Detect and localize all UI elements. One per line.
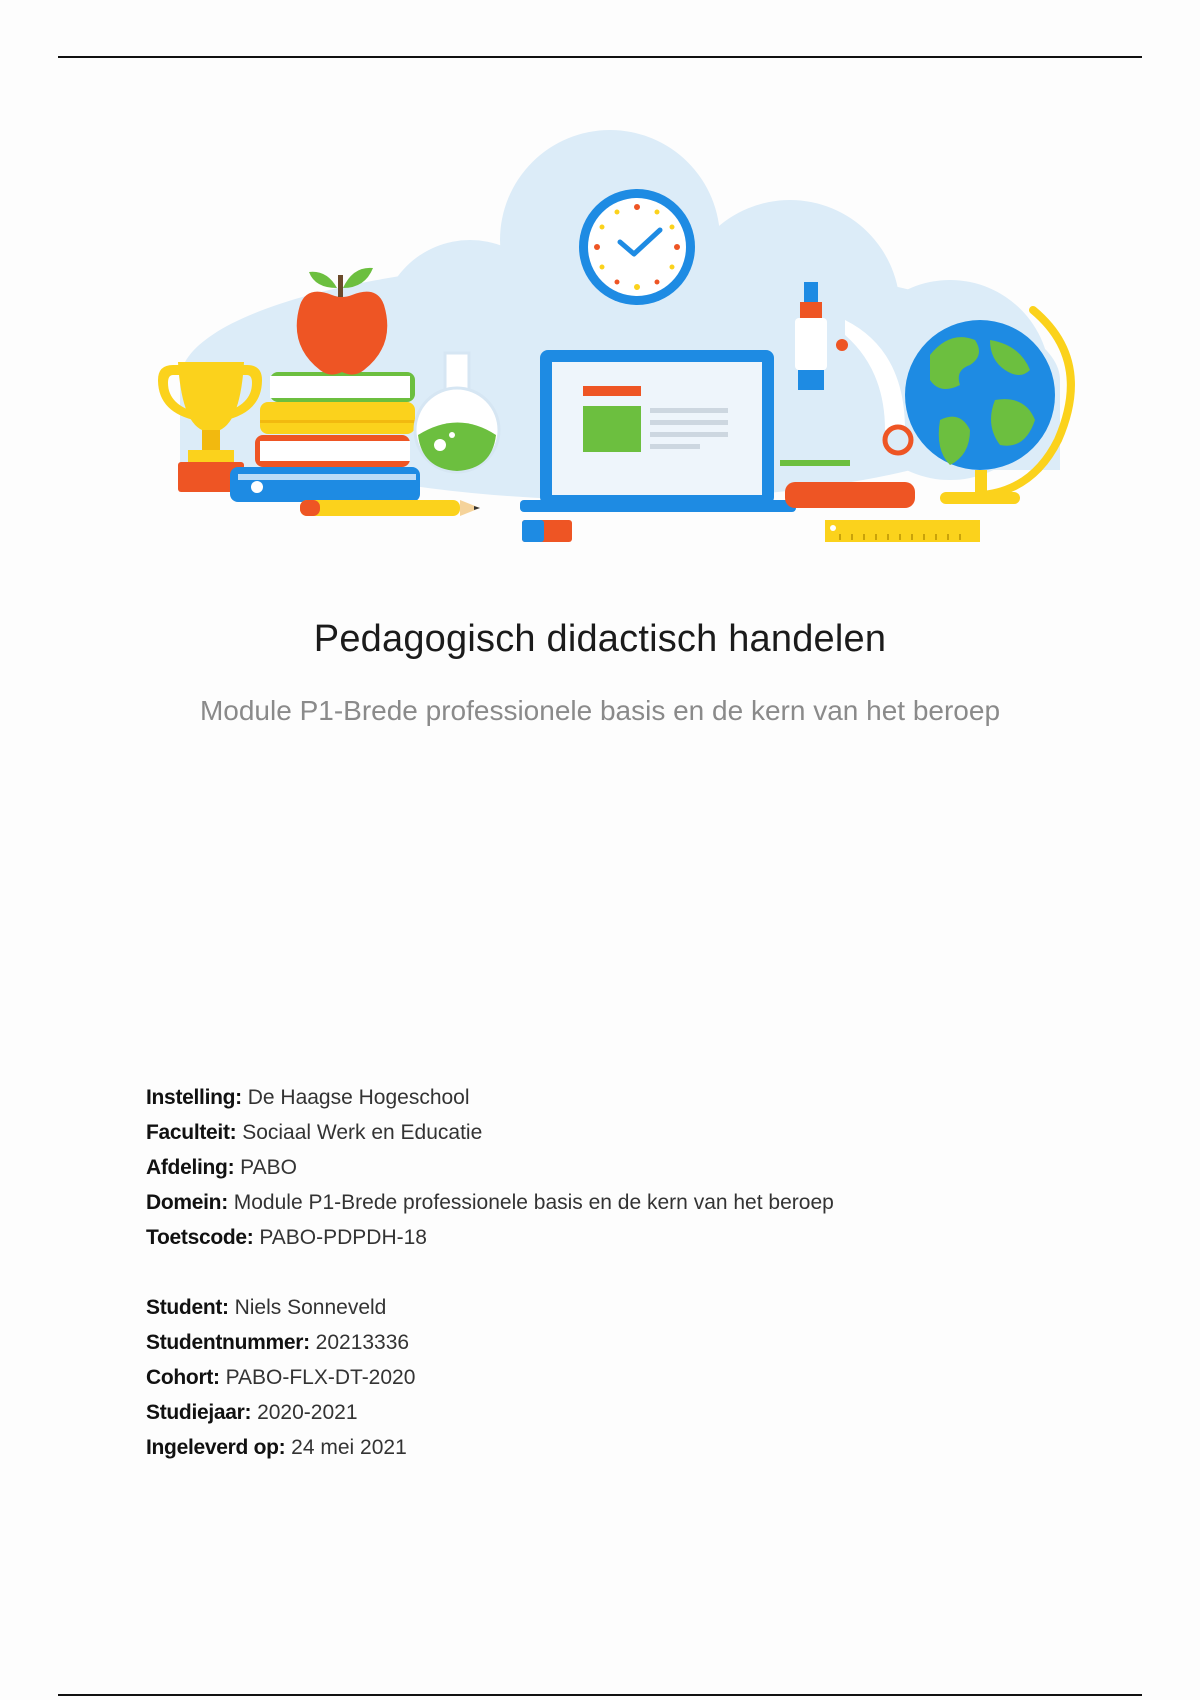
info-value: Niels Sonneveld (234, 1296, 387, 1319)
info-section (146, 1080, 834, 1465)
top-rule (58, 56, 1142, 58)
info-label: Faculteit: (146, 1121, 237, 1144)
clock-icon (579, 189, 695, 305)
info-row-instelling (146, 1080, 834, 1115)
info-label: Toetscode: (146, 1226, 254, 1249)
info-row-domein (146, 1185, 834, 1220)
ruler-icon (825, 520, 980, 542)
bottom-rule (58, 1694, 1142, 1696)
info-label: Ingeleverd op: (146, 1436, 286, 1459)
info-value: 20213336 (315, 1331, 410, 1354)
info-value: PABO-PDPDH-18 (259, 1226, 427, 1249)
eraser-icon (522, 520, 572, 542)
info-value: 24 mei 2021 (291, 1436, 407, 1459)
info-row-studiejaar (146, 1395, 834, 1430)
info-spacer (146, 1255, 834, 1290)
info-label: Studentnummer: (146, 1331, 310, 1354)
info-row-cohort (146, 1360, 834, 1395)
info-value: Sociaal Werk en Educatie (242, 1121, 483, 1144)
info-label: Afdeling: (146, 1156, 235, 1179)
info-label: Student: (146, 1296, 229, 1319)
info-value: 2020-2021 (257, 1401, 358, 1424)
laptop-icon (520, 350, 796, 512)
info-label: Domein: (146, 1191, 228, 1214)
info-row-toetscode (146, 1220, 834, 1255)
info-label: Studiejaar: (146, 1401, 252, 1424)
info-row-ingeleverd (146, 1430, 834, 1465)
info-value: PABO (240, 1156, 297, 1179)
info-label: Instelling: (146, 1086, 242, 1109)
info-row-student (146, 1290, 834, 1325)
pencil-icon (300, 500, 480, 516)
cover-illustration (140, 130, 1100, 560)
info-row-studentnummer (146, 1325, 834, 1360)
document-title: Pedagogisch didactisch handelen (313, 618, 887, 660)
document-subtitle: Module P1-Brede professionele basis en de kern van het beroep (199, 695, 1001, 726)
info-row-afdeling (146, 1150, 834, 1185)
info-value: De Haagse Hogeschool (247, 1086, 470, 1109)
info-value: Module P1-Brede professionele basis en de kern van het beroep (233, 1191, 834, 1214)
info-label: Cohort: (146, 1366, 220, 1389)
info-row-faculteit (146, 1115, 834, 1150)
info-value: PABO-FLX-DT-2020 (225, 1366, 416, 1389)
